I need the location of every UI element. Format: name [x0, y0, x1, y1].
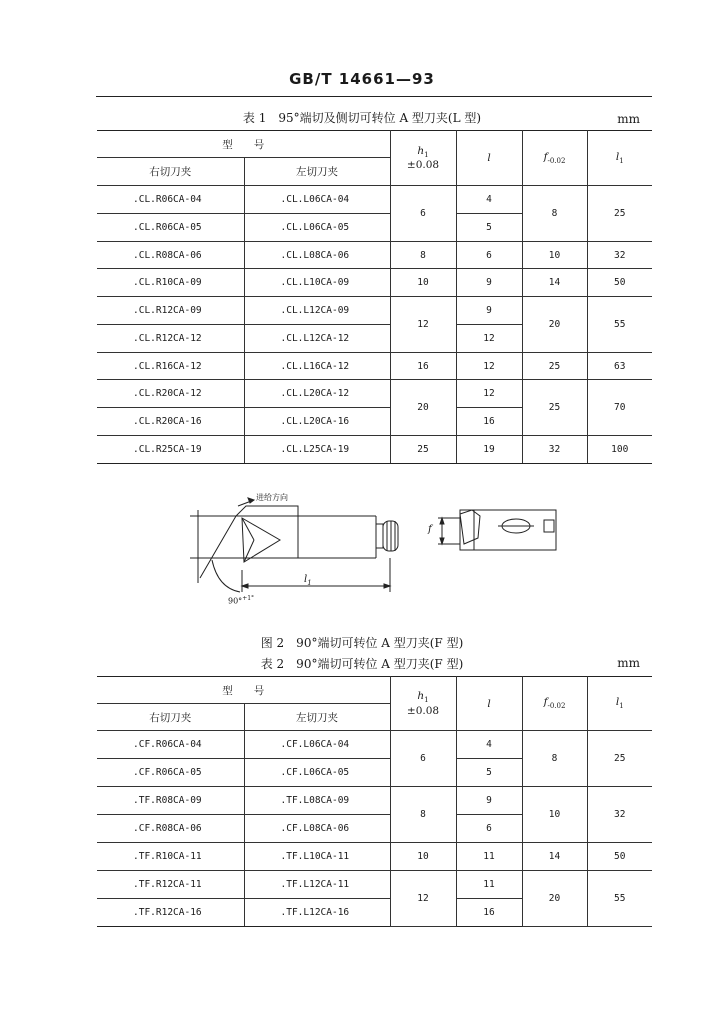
- h1-tolerance: ±0.08: [406, 159, 440, 172]
- h1-cell: 12: [390, 297, 456, 353]
- l-cell: 9: [456, 269, 522, 297]
- f-header: [522, 677, 587, 731]
- h1-subscript: 1: [424, 151, 429, 160]
- h1-cell: 10: [390, 843, 456, 871]
- h1-header: [390, 677, 456, 731]
- left-model: .CF.L06CA-04: [244, 731, 390, 759]
- h1-cell: 16: [390, 353, 456, 380]
- header-rule: [96, 96, 652, 97]
- f-symbol: f: [543, 696, 548, 709]
- angle-value: 90°: [228, 596, 243, 606]
- h1-cell: 12: [390, 871, 456, 927]
- l-cell: 12: [456, 325, 522, 353]
- right-model: .CF.R06CA-05: [97, 759, 244, 787]
- f-tolerance: -0.02: [547, 702, 566, 711]
- left-model: .TF.L10CA-11: [244, 843, 390, 871]
- h1-cell: 6: [390, 186, 456, 242]
- f-cell: 10: [522, 787, 587, 843]
- l-cell: 11: [456, 871, 522, 899]
- l1-cell: 55: [587, 297, 652, 353]
- right-model: .CL.R20CA-12: [97, 380, 244, 408]
- l1-header: [587, 131, 652, 186]
- f-dimension-label: f: [428, 524, 432, 535]
- table2-unit: mm: [617, 656, 640, 670]
- table-row: [97, 186, 652, 214]
- left-model: .CF.L08CA-06: [244, 815, 390, 843]
- right-header: 右切刀夹: [97, 704, 244, 731]
- left-model: .CL.L25CA-19: [244, 436, 390, 464]
- l1-cell: 70: [587, 380, 652, 436]
- left-model: .TF.L12CA-11: [244, 871, 390, 899]
- right-model: .CL.R08CA-06: [97, 242, 244, 269]
- l-cell: 12: [456, 353, 522, 380]
- l1-cell: 50: [587, 269, 652, 297]
- l1-dimension-symbol: l: [304, 574, 308, 585]
- standard-header: GB/T 14661—93: [289, 70, 435, 88]
- table-row: [97, 297, 652, 325]
- table-row: [97, 871, 652, 899]
- right-model: .CF.R06CA-04: [97, 731, 244, 759]
- l1-cell: 55: [587, 871, 652, 927]
- l-cell: 9: [456, 787, 522, 815]
- right-header: 右切刀夹: [97, 158, 244, 186]
- h1-cell: 8: [390, 787, 456, 843]
- f-tolerance: -0.02: [547, 157, 566, 166]
- h1-cell: 8: [390, 242, 456, 269]
- left-model: .TF.L08CA-09: [244, 787, 390, 815]
- l1-cell: 25: [587, 186, 652, 242]
- l1-cell: 100: [587, 436, 652, 464]
- f-cell: 25: [522, 380, 587, 436]
- right-model: .CL.R06CA-04: [97, 186, 244, 214]
- figure2-drawing: [178, 488, 568, 612]
- f-cell: 25: [522, 353, 587, 380]
- l1-cell: 25: [587, 731, 652, 787]
- l1-dimension-label: [304, 574, 312, 587]
- right-model: .CL.R06CA-05: [97, 214, 244, 242]
- f-cell: 20: [522, 871, 587, 927]
- right-model: .CL.R12CA-09: [97, 297, 244, 325]
- l-header: l: [456, 131, 522, 186]
- left-header: 左切刀夹: [244, 704, 390, 731]
- h1-header: [390, 131, 456, 186]
- table-row: [97, 787, 652, 815]
- left-model: .CL.L20CA-12: [244, 380, 390, 408]
- f-cell: 14: [522, 269, 587, 297]
- f-header: [522, 131, 587, 186]
- l1-symbol: l: [615, 150, 620, 163]
- f-cell: 8: [522, 186, 587, 242]
- table-row: [97, 843, 652, 871]
- l-cell: 9: [456, 297, 522, 325]
- left-model: .CL.L12CA-12: [244, 325, 390, 353]
- f-cell: 32: [522, 436, 587, 464]
- l1-cell: 32: [587, 787, 652, 843]
- figure2-caption: 图 2 90°端切可转位 A 型刀夹(F 型): [260, 636, 464, 650]
- h1-tolerance: ±0.08: [406, 704, 440, 717]
- table1: [97, 130, 652, 464]
- l1-header: [587, 677, 652, 731]
- l-cell: 4: [456, 731, 522, 759]
- table-row: [97, 353, 652, 380]
- l1-cell: 50: [587, 843, 652, 871]
- angle-tolerance: +1°: [242, 595, 255, 602]
- l-cell: 12: [456, 380, 522, 408]
- table1-unit: mm: [617, 112, 640, 126]
- f-cell: 14: [522, 843, 587, 871]
- table-row: [97, 731, 652, 759]
- left-model: .CF.L06CA-05: [244, 759, 390, 787]
- left-model: .CL.L08CA-06: [244, 242, 390, 269]
- right-model: .CL.R10CA-09: [97, 269, 244, 297]
- l1-symbol: l: [615, 696, 620, 709]
- l-cell: 5: [456, 759, 522, 787]
- l1-cell: 63: [587, 353, 652, 380]
- l-cell: 19: [456, 436, 522, 464]
- f-cell: 20: [522, 297, 587, 353]
- angle-label: [228, 595, 254, 606]
- l-cell: 16: [456, 408, 522, 436]
- l1-subscript: 1: [619, 702, 624, 711]
- table-row: [97, 242, 652, 269]
- l-header: l: [456, 677, 522, 731]
- table-row: [97, 436, 652, 464]
- l-cell: 6: [456, 242, 522, 269]
- right-model: .CL.R20CA-16: [97, 408, 244, 436]
- left-model: .CL.L06CA-04: [244, 186, 390, 214]
- left-model: .CL.L20CA-16: [244, 408, 390, 436]
- h1-cell: 25: [390, 436, 456, 464]
- table2-caption: 表 2 90°端切可转位 A 型刀夹(F 型): [260, 657, 464, 671]
- h1-cell: 20: [390, 380, 456, 436]
- h1-cell: 10: [390, 269, 456, 297]
- right-model: .TF.R12CA-16: [97, 899, 244, 927]
- left-model: .CL.L12CA-09: [244, 297, 390, 325]
- l1-cell: 32: [587, 242, 652, 269]
- l1-dimension-subscript: 1: [307, 579, 312, 587]
- right-model: .TF.R12CA-11: [97, 871, 244, 899]
- tool-holder-drawing: [178, 488, 568, 612]
- table-row: [97, 269, 652, 297]
- left-model: .TF.L12CA-16: [244, 899, 390, 927]
- h1-subscript: 1: [424, 696, 429, 705]
- l-cell: 5: [456, 214, 522, 242]
- left-model: .CL.L10CA-09: [244, 269, 390, 297]
- l-cell: 6: [456, 815, 522, 843]
- l-cell: 16: [456, 899, 522, 927]
- h1-cell: 6: [390, 731, 456, 787]
- right-model: .CF.R08CA-06: [97, 815, 244, 843]
- h1-symbol: h: [417, 144, 425, 157]
- table-row: [97, 380, 652, 408]
- feed-direction-label: 进给方向: [256, 493, 288, 502]
- right-model: .TF.R10CA-11: [97, 843, 244, 871]
- l-cell: 11: [456, 843, 522, 871]
- model-header: 型 号: [97, 131, 390, 158]
- l1-subscript: 1: [619, 157, 624, 166]
- right-model: .TF.R08CA-09: [97, 787, 244, 815]
- right-model: .CL.R16CA-12: [97, 353, 244, 380]
- table2: [97, 676, 652, 927]
- f-cell: 10: [522, 242, 587, 269]
- left-model: .CL.L16CA-12: [244, 353, 390, 380]
- model-header: 型 号: [97, 677, 390, 704]
- f-cell: 8: [522, 731, 587, 787]
- right-model: .CL.R25CA-19: [97, 436, 244, 464]
- f-symbol: f: [543, 150, 548, 163]
- left-model: .CL.L06CA-05: [244, 214, 390, 242]
- left-header: 左切刀夹: [244, 158, 390, 186]
- table1-caption: 表 1 95°端切及侧切可转位 A 型刀夹(L 型): [242, 111, 482, 125]
- right-model: .CL.R12CA-12: [97, 325, 244, 353]
- l-cell: 4: [456, 186, 522, 214]
- h1-symbol: h: [417, 690, 425, 703]
